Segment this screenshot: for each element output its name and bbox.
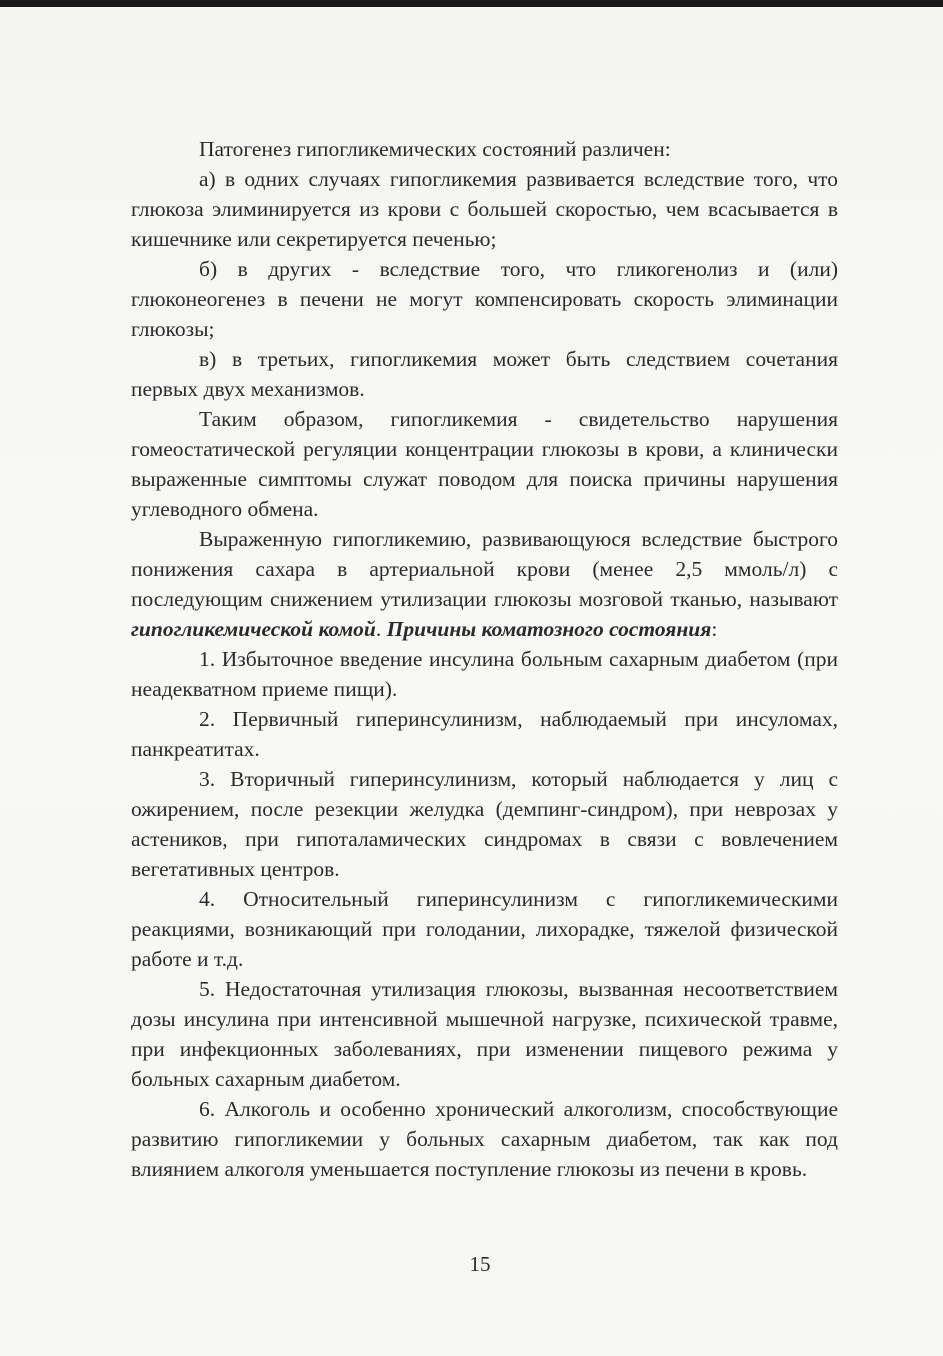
paragraph-case-a: а) в одних случаях гипогликемия развивается вследствие того, что глюкоза элиминируется из крови с большей скоростью, чем всасывается в кишечнике или секретируется печенью; bbox=[131, 167, 838, 251]
coma-definition-text: Выраженную гипогликемию, развивающуюся вследствие быстрого понижения сахара в артериальной крови (менее 2,5 ммоль/л) с последующим снижением утилизации глюкозы мозговой тканью, называют bbox=[131, 527, 838, 611]
paragraph-case-b: б) в других - вследствие того, что гликогенолиз и (или) глюконеогенез в печени не могут компенсировать скорость элиминации глюкозы; bbox=[131, 257, 838, 341]
list-item-cause-2: 2. Первичный гиперинсулинизм, наблюдаемый при инсуломах, панкреатитах. bbox=[131, 707, 838, 761]
list-item-cause-3: 3. Вторичный гиперинсулинизм, который наблюдается у лиц с ожирением, после резекции желудка (демпинг-синдром), при неврозах у астеников, при гипоталамических синдромах в связи с вовлечением вегетативных центров. bbox=[131, 767, 838, 881]
scan-top-edge bbox=[0, 0, 943, 7]
causes-heading-colon: : bbox=[711, 617, 718, 641]
paragraph-hypoglycemic-coma bbox=[131, 524, 838, 644]
paragraph-pathogenesis-intro: Патогенез гипогликемических состояний различен: bbox=[199, 137, 671, 161]
list-item-cause-6: 6. Алкоголь и особенно хронический алкоголизм, способствующие развитию гипогликемии у больных сахарным диабетом, так как под влиянием алкоголя уменьшается поступление глюкозы из печени в кровь. bbox=[131, 1097, 838, 1181]
page-number: 15 bbox=[469, 1252, 491, 1276]
paragraph-case-c: в) в третьих, гипогликемия может быть следствием сочетания первых двух механизмов. bbox=[131, 347, 838, 401]
list-item-cause-5: 5. Недостаточная утилизация глюкозы, вызванная несоответствием дозы инсулина при интенсивной мышечной нагрузке, психической травме, при инфекционных заболеваниях, при изменении пищевого режима у больных сахарным диабетом. bbox=[131, 977, 838, 1091]
causes-heading: Причины коматозного состояния bbox=[386, 617, 712, 641]
term-separator: . bbox=[375, 617, 387, 641]
paragraph-conclusion: Таким образом, гипогликемия - свидетельство нарушения гомеостатической регуляции концентрации глюкозы в крови, а клинически выраженные симптомы служат поводом для поиска причины нарушения углеводного обмена. bbox=[131, 407, 838, 521]
term-hypoglycemic-coma: гипогликемической комой bbox=[131, 617, 376, 641]
list-item-cause-1: 1. Избыточное введение инсулина больным сахарным диабетом (при неадекватном приеме пищи). bbox=[131, 647, 838, 701]
page-body-text bbox=[131, 134, 838, 1184]
list-item-cause-4: 4. Относительный гиперинсулинизм с гипогликемическими реакциями, возникающий при голодании, лихорадке, тяжелой физической работе и т.д. bbox=[131, 887, 838, 971]
